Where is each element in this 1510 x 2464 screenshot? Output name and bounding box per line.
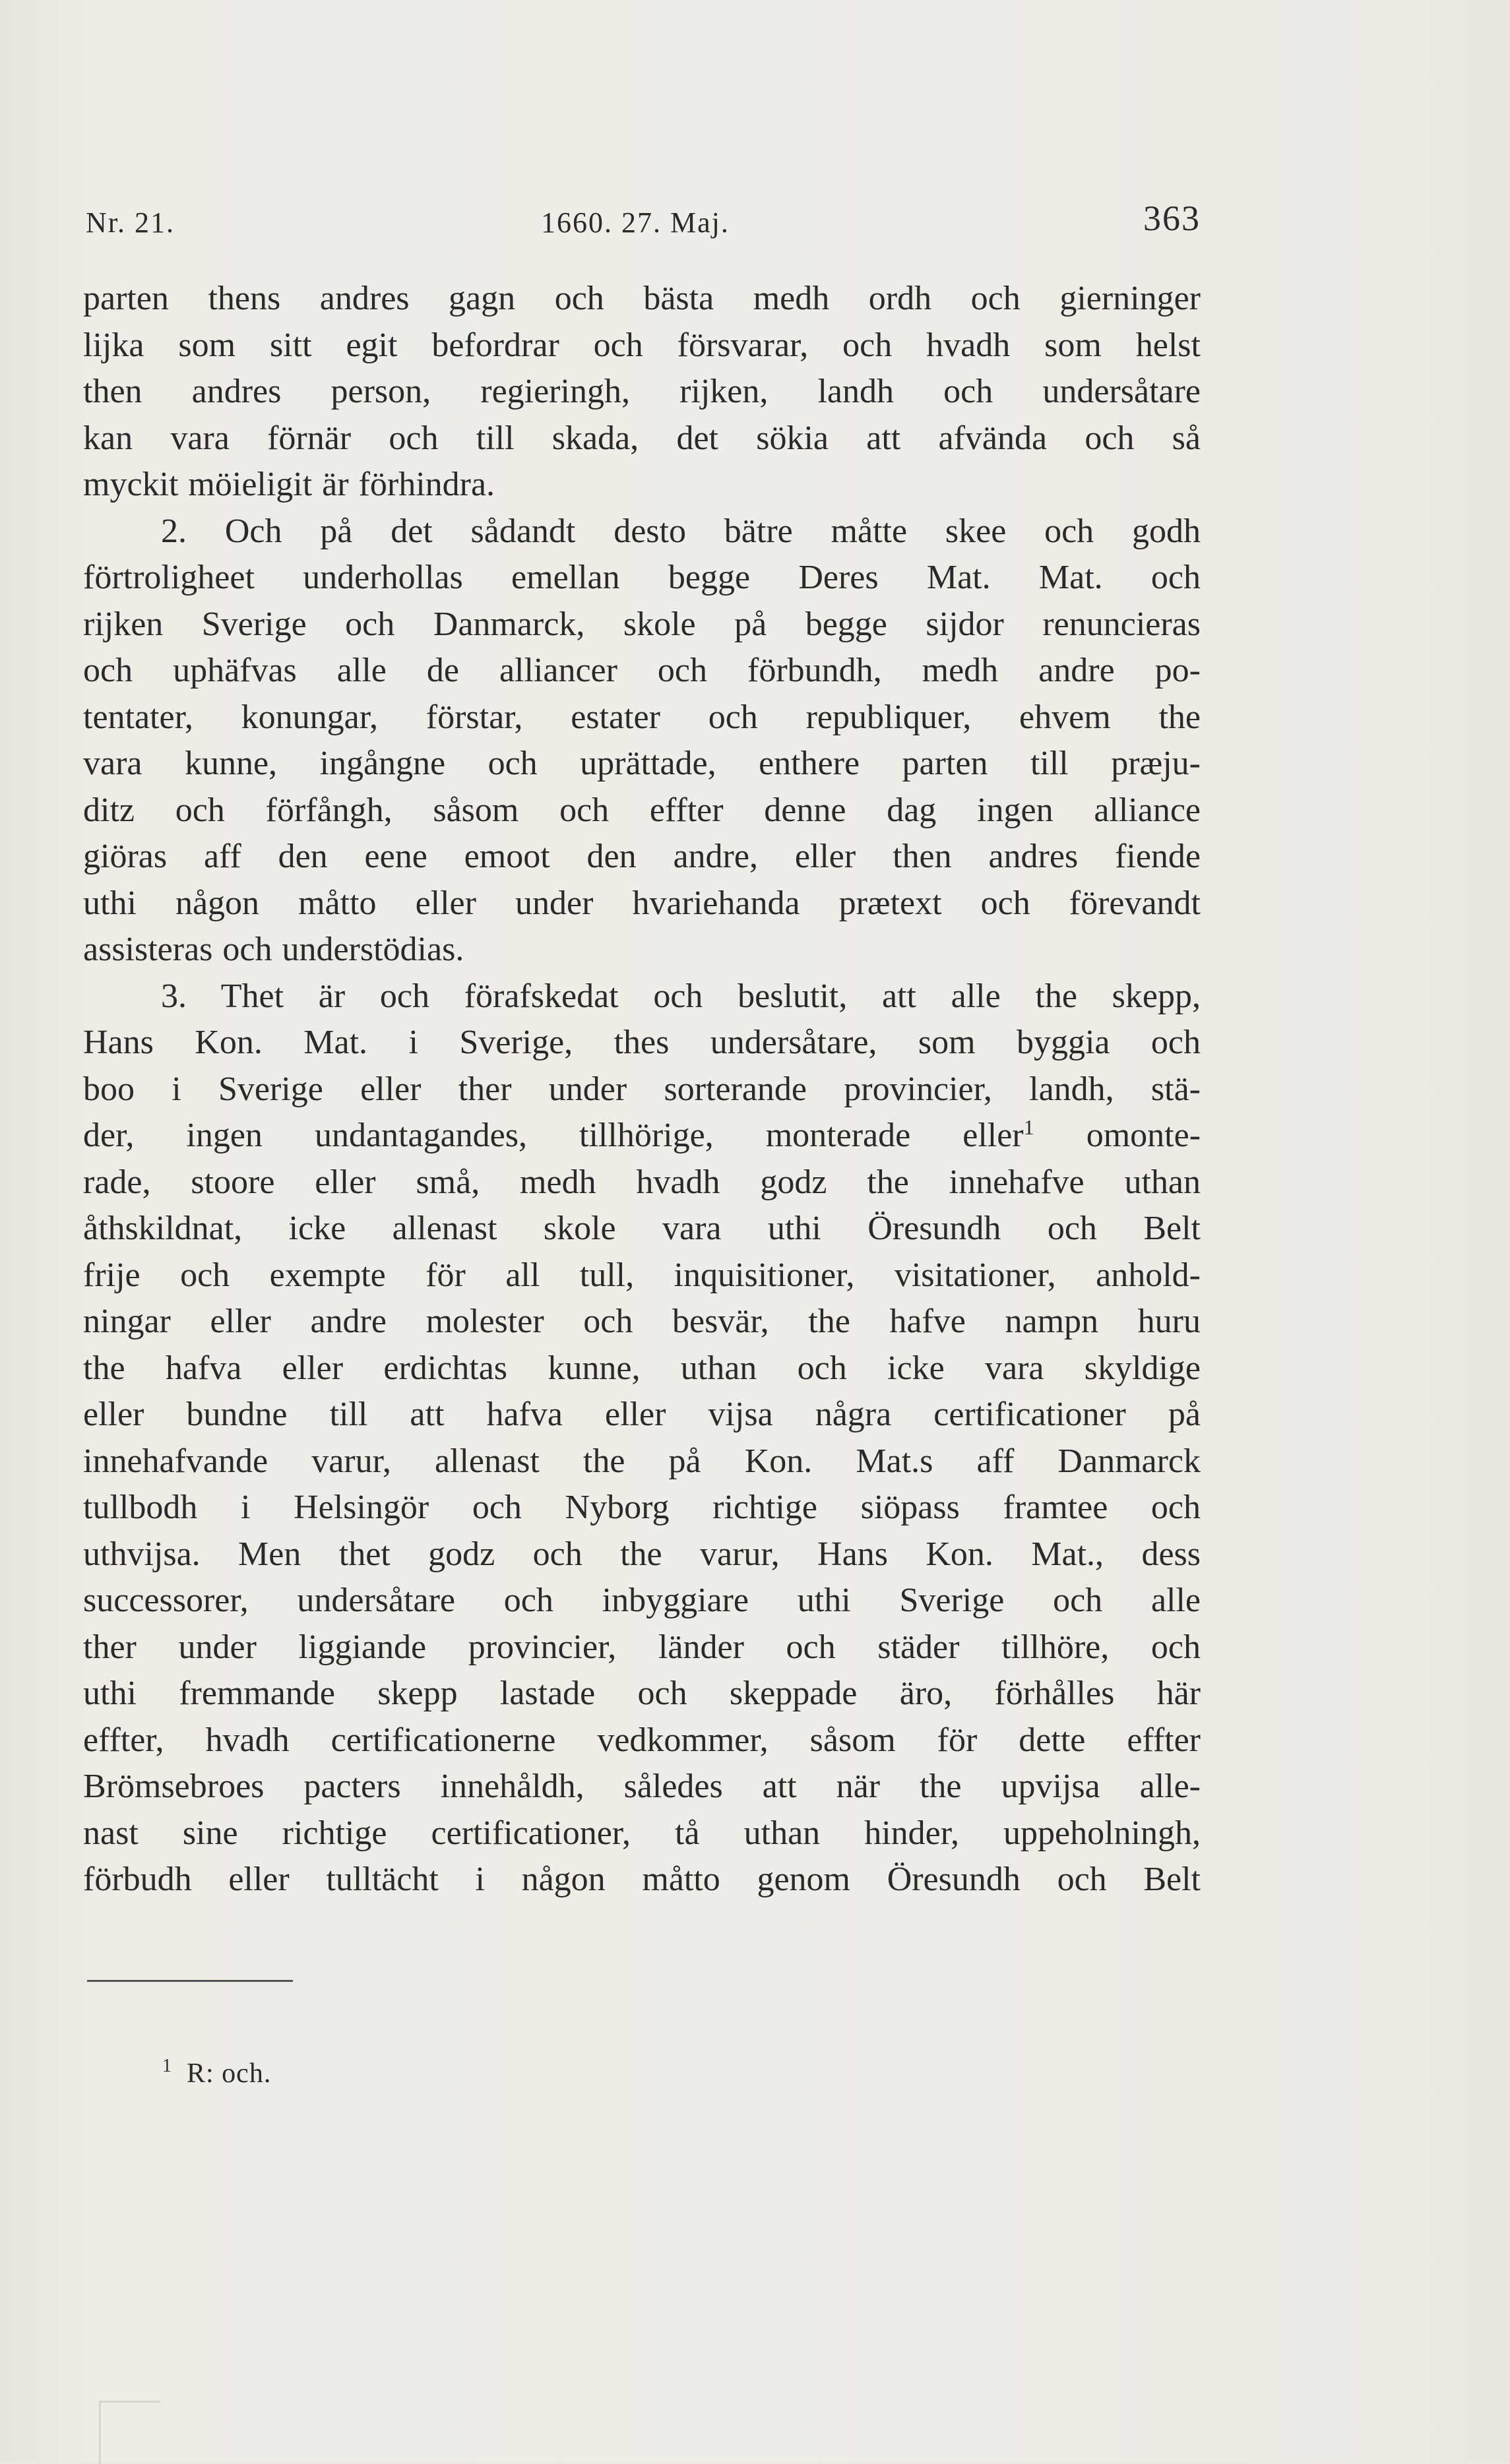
text-line-with-footnote: [83, 1113, 1201, 1159]
text-line: then andres person, regieringh, rijken, landh och undersåtare: [83, 373, 1201, 410]
text-line: boo i Sverige eller ther under sorterande provincier, landh, stä-: [83, 1070, 1201, 1108]
text-line: Brömsebroes pacters innehåldh, således att när the upvijsa alle-: [83, 1768, 1201, 1805]
text-line: eller bundne till att hafva eller vijsa några certificationer på: [83, 1396, 1201, 1433]
text-segment: omonte-: [1086, 1117, 1201, 1154]
footnote-marker: 1: [162, 2056, 172, 2076]
text-line: uthi fremmande skepp lastade och skeppade äro, förhålles här: [83, 1675, 1201, 1712]
text-line: tentater, konungar, förstar, estater och republiquer, ehvem the: [83, 698, 1201, 736]
text-line: och uphäfvas alle de alliancer och förbundh, medh andre po-: [83, 652, 1201, 689]
text-line: frije och exempte för all tull, inquisitioner, visitationer, anhold-: [83, 1256, 1201, 1294]
text-line: myckit möieligit är förhindra.: [83, 466, 495, 503]
paragraph-start-3: 3. Thet är och förafskedat och beslutit, att alle the skepp,: [161, 977, 1201, 1015]
text-line: uthvijsa. Men thet godz och the varur, Hans Kon. Mat., dess: [83, 1535, 1201, 1573]
footnote-text: R: och.: [187, 2058, 272, 2089]
body-text: [83, 276, 1201, 1903]
text-line: Hans Kon. Mat. i Sverige, thes undersåtare, som byggia och: [83, 1024, 1201, 1061]
text-line: assisteras och understödias.: [83, 931, 464, 968]
text-line: tullbodh i Helsingör och Nyborg richtige siöpass framtee och: [83, 1489, 1201, 1526]
text-line: förtroligheet underhollas emellan begge Deres Mat. Mat. och: [83, 559, 1201, 596]
paragraph-start-2: 2. Och på det sådandt desto bätre måtte skee och godh: [161, 512, 1201, 550]
text-line: successorer, undersåtare och inbyggiare uthi Sverige och alle: [83, 1582, 1201, 1619]
footnote: [162, 2058, 271, 2089]
document-date: 1660. 27. Maj.: [541, 206, 730, 239]
footnote-reference[interactable]: 1: [1023, 1115, 1034, 1139]
page-header: [86, 198, 1201, 244]
text-line: kan vara förnär och till skada, det sökia att afvända och så: [83, 419, 1201, 457]
text-line: giöras aff den eene emoot den andre, eller then andres fiende: [83, 838, 1201, 875]
text-line: åthskildnat, icke allenast skole vara uthi Öresundh och Belt: [83, 1210, 1201, 1247]
footnote-divider: [87, 1980, 293, 1982]
text-line: lijka som sitt egit befordrar och försvarar, och hvadh som helst: [83, 326, 1201, 364]
text-line: rade, stoore eller små, medh hvadh godz the innehafve uthan: [83, 1163, 1201, 1201]
text-line: ther under liggiande provincier, länder och städer tillhöre, och: [83, 1628, 1201, 1666]
document-number: Nr. 21.: [86, 206, 175, 239]
text-line: ditz och förfångh, såsom och effter denne dag ingen alliance: [83, 791, 1201, 829]
text-line: innehafvande varur, allenast the på Kon. Mat.s aff Danmarck: [83, 1442, 1201, 1480]
text-line: effter, hvadh certificationerne vedkommer, såsom för dette effter: [83, 1721, 1201, 1759]
text-line: förbudh eller tulltächt i någon måtto genom Öresundh och Belt: [83, 1861, 1201, 1898]
text-line: vara kunne, ingångne och uprättade, enthere parten till præju-: [83, 745, 1201, 782]
text-line: uthi någon måtto eller under hvariehanda prætext och förevandt: [83, 884, 1201, 922]
text-line: rijken Sverige och Danmarck, skole på begge sijdor renuncieras: [83, 605, 1201, 643]
text-segment: der, ingen undantagandes, tillhörige, monterade eller: [83, 1117, 1024, 1154]
text-line: ningar eller andre molester och besvär, the hafve nampn huru: [83, 1303, 1201, 1340]
text-line: the hafva eller erdichtas kunne, uthan och icke vara skyldige: [83, 1349, 1201, 1387]
text-line: nast sine richtige certificationer, tå uthan hinder, uppeholningh,: [83, 1814, 1201, 1852]
page-number: 363: [1143, 199, 1201, 238]
text-line: parten thens andres gagn och bästa medh ordh och gierninger: [83, 280, 1201, 317]
paper-edge-mark: [99, 2401, 160, 2464]
